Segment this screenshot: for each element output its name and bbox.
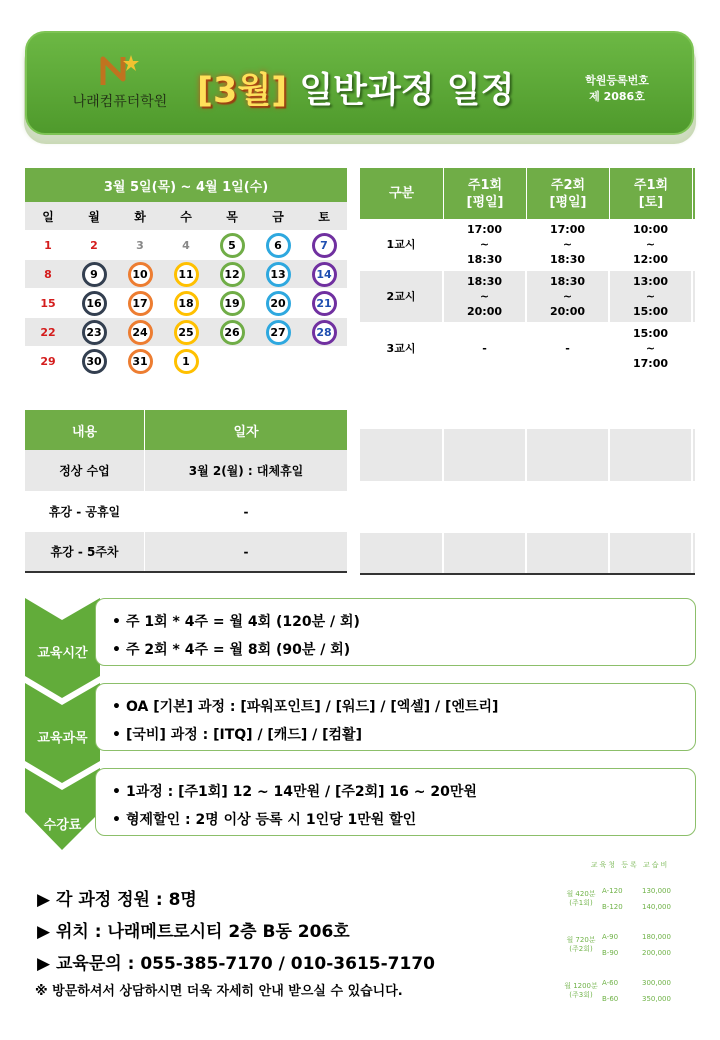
notice-label: 정상 수업 [25, 450, 145, 491]
class-day-circle: 16 [82, 291, 107, 316]
day-number: 1 [44, 238, 52, 252]
class-day-circle: 14 [312, 262, 337, 287]
fee-group-label: 월 720분 (주2회) [566, 936, 596, 953]
fee-group [560, 876, 700, 922]
notice-header-content: 내용 [25, 410, 145, 450]
time-slot: 17:00 ~ 18:30 [527, 219, 610, 270]
calendar-day [301, 289, 347, 317]
calendar-day [117, 318, 163, 346]
day-number: 4 [182, 238, 190, 252]
info-label: 교육시간 [37, 646, 88, 661]
fee-table-title: 교육청 등록 교습비 [590, 861, 670, 869]
class-day-circle: 31 [128, 349, 153, 374]
timetable-header-cell: 구분 [360, 168, 444, 219]
calendar-day [255, 260, 301, 288]
calendar-day [25, 260, 71, 288]
fee-group-label: 월 1200분 (주3회) [564, 982, 598, 999]
calendar-day [117, 289, 163, 317]
timetable-blank-row [360, 481, 695, 533]
time-slot: 10:00 ~ 12:00 [610, 219, 693, 270]
calendar-week-row [25, 260, 347, 289]
fee-code: A-90 [602, 933, 619, 941]
fee-code: B-60 [602, 995, 619, 1003]
calendar-week-row [25, 231, 347, 260]
fee-amount: 180,000 [642, 933, 671, 941]
calendar-day [117, 231, 163, 259]
class-day-circle: 23 [82, 320, 107, 345]
fee-group [560, 968, 700, 1014]
calendar-day [71, 231, 117, 259]
fee-row [602, 883, 700, 899]
class-day-circle: 6 [266, 233, 291, 258]
calendar-day [117, 260, 163, 288]
tuition-fee-table [560, 860, 700, 1014]
footer-note: ※ 방문하셔서 상담하시면 더욱 자세히 안내 받으실 수 있습니다. [35, 984, 403, 999]
footer-contact: ▶ 교육문의 : 055-385-7170 / 010-3615-7170 [37, 954, 435, 974]
calendar-day [163, 289, 209, 317]
calendar-day [301, 347, 347, 375]
info-box [95, 598, 696, 666]
info-line: • OA [기본] 과정 : [파워포인트] / [워드] / [엑셀] / [엔트리] [112, 699, 499, 715]
timetable-body [360, 219, 695, 375]
info-line: • 형제할인 : 2명 이상 등록 시 1인당 1만원 할인 [112, 812, 417, 828]
time-slot: 18:30 ~ 20:00 [527, 271, 610, 322]
day-number: 15 [40, 296, 56, 310]
calendar-day [117, 347, 163, 375]
footer-capacity: ▶ 각 과정 정원 : 8명 [37, 890, 197, 910]
notice-value: - [243, 544, 249, 559]
info-box [95, 683, 696, 751]
timetable-row [360, 323, 695, 375]
notice-label: 휴강 - 5주차 [25, 532, 145, 571]
period-label: 2교시 [360, 271, 444, 322]
calendar-day [209, 347, 255, 375]
class-day-circle: 11 [174, 262, 199, 287]
class-day-circle: 10 [128, 262, 153, 287]
calendar-day [301, 260, 347, 288]
period-label: 1교시 [360, 219, 444, 270]
calendar-day [163, 347, 209, 375]
calendar-day [163, 231, 209, 259]
fee-amount: 350,000 [642, 995, 671, 1003]
calendar-day [163, 318, 209, 346]
fee-amount: 130,000 [642, 887, 671, 895]
timetable-header-cell: 주2회 [평일] [527, 168, 610, 219]
fee-amount: 300,000 [642, 979, 671, 987]
weekday-label: 토 [318, 209, 330, 224]
class-day-circle: 28 [312, 320, 337, 345]
fee-groups [560, 876, 700, 1014]
timetable-blank-row [360, 429, 695, 481]
info-line: • 주 1회 * 4주 = 월 4회 (120분 / 회) [112, 614, 360, 630]
timetable-header [360, 168, 695, 219]
info-label: 수강료 [43, 818, 82, 833]
class-day-circle: 24 [128, 320, 153, 345]
title-month: [3월] [197, 71, 288, 111]
calendar-day [25, 231, 71, 259]
info-line: • [국비] 과정 : [ITQ] / [캐드] / [컴활] [112, 727, 362, 743]
class-day-circle: 21 [312, 291, 337, 316]
notice-table [25, 410, 347, 573]
day-number: 8 [44, 267, 52, 281]
info-label: 교육과목 [37, 731, 88, 746]
info-line: • 1과정 : [주1회] 12 ~ 14만원 / [주2회] 16 ~ 20만원 [112, 784, 477, 800]
info-box [95, 768, 696, 836]
calendar-week-row [25, 289, 347, 318]
day-number: 2 [90, 238, 98, 252]
time-slot: 18:30 ~ 20:00 [444, 271, 527, 322]
info-block-fee [25, 768, 696, 850]
class-day-circle: 18 [174, 291, 199, 316]
notice-value: 3월 2(월) : 대체휴일 [188, 464, 304, 478]
calendar-week-row [25, 318, 347, 347]
fee-amount: 200,000 [642, 949, 671, 957]
time-slot: 15:00 ~ 17:00 [610, 323, 693, 374]
class-day-circle: 12 [220, 262, 245, 287]
calendar-day [163, 260, 209, 288]
logo-text: 나래컴퓨터학원 [72, 94, 168, 110]
registration-info [572, 73, 662, 105]
calendar-day [71, 347, 117, 375]
calendar [25, 168, 347, 376]
weekday-label: 일 [42, 209, 54, 224]
calendar-day [209, 260, 255, 288]
calendar-day [301, 318, 347, 346]
timetable [360, 168, 695, 375]
footer-location: ▶ 위치 : 나래메트로시티 2층 B동 206호 [37, 922, 350, 942]
weekday-row [25, 202, 347, 231]
timetable-row [360, 271, 695, 323]
info-line: • 주 2회 * 4주 = 월 8회 (90분 / 회) [112, 642, 351, 658]
calendar-week-row [25, 347, 347, 376]
timetable-header-cell: 주1회 [토] [610, 168, 693, 219]
time-slot: - [444, 323, 527, 374]
class-day-circle: 1 [174, 349, 199, 374]
calendar-weeks [25, 231, 347, 376]
notice-row [25, 491, 347, 532]
registration-label: 학원등록번호 [585, 74, 649, 87]
class-day-circle: 25 [174, 320, 199, 345]
class-day-circle: 17 [128, 291, 153, 316]
class-day-circle: 13 [266, 262, 291, 287]
calendar-day [25, 318, 71, 346]
class-day-circle: 26 [220, 320, 245, 345]
class-day-circle: 30 [82, 349, 107, 374]
class-day-circle: 27 [266, 320, 291, 345]
period-label: 3교시 [360, 323, 444, 374]
calendar-day [255, 347, 301, 375]
fee-code: B-120 [602, 903, 623, 911]
title-rest: 일반과정 일정 [299, 71, 515, 111]
notice-header-date: 일자 [233, 424, 259, 440]
calendar-range: 3월 5일(목) ~ 4월 1일(수) [25, 168, 347, 202]
fee-amount: 140,000 [642, 903, 671, 911]
calendar-day [255, 289, 301, 317]
calendar-day [71, 260, 117, 288]
fee-group-label: 월 420분 (주1회) [566, 890, 596, 907]
day-number: 3 [136, 238, 144, 252]
calendar-day [209, 318, 255, 346]
chevron-arrow-icon [25, 768, 100, 850]
day-number: 22 [40, 325, 56, 339]
registration-number: 제 2086호 [589, 90, 645, 103]
fee-row [602, 929, 700, 945]
fee-code: A-60 [602, 979, 619, 987]
calendar-day [255, 318, 301, 346]
timetable-header-cell: 주1회 [평일] [444, 168, 527, 219]
calendar-day [209, 231, 255, 259]
timetable-row [360, 219, 695, 271]
notice-value: - [243, 504, 249, 519]
calendar-day [25, 289, 71, 317]
weekday-label: 목 [226, 209, 238, 224]
fee-row [602, 945, 700, 961]
weekday-label: 화 [134, 209, 146, 224]
class-day-circle: 9 [82, 262, 107, 287]
page-title [197, 63, 577, 113]
calendar-day [209, 289, 255, 317]
logo-mark-icon [97, 53, 143, 87]
notice-label: 휴강 - 공휴일 [25, 491, 145, 532]
calendar-day [71, 318, 117, 346]
day-number: 29 [40, 354, 56, 368]
notice-header [25, 410, 347, 450]
timetable-blank-row [360, 377, 695, 429]
calendar-day [71, 289, 117, 317]
fee-group [560, 922, 700, 968]
class-day-circle: 19 [220, 291, 245, 316]
calendar-day [25, 347, 71, 375]
fee-row [602, 899, 700, 915]
header-banner [25, 31, 694, 135]
fee-code: A-120 [602, 887, 623, 895]
fee-row [602, 975, 700, 991]
time-slot: 13:00 ~ 15:00 [610, 271, 693, 322]
calendar-day [301, 231, 347, 259]
academy-logo [60, 53, 180, 123]
notice-row [25, 532, 347, 573]
weekday-label: 수 [180, 209, 192, 224]
weekday-label: 금 [272, 209, 284, 224]
timetable-blank-row [360, 533, 695, 575]
class-day-circle: 7 [312, 233, 337, 258]
time-slot: - [527, 323, 610, 374]
time-slot: 17:00 ~ 18:30 [444, 219, 527, 270]
class-day-circle: 20 [266, 291, 291, 316]
footer-info [37, 884, 435, 1004]
fee-row [602, 991, 700, 1007]
weekday-label: 월 [88, 209, 100, 224]
class-day-circle: 5 [220, 233, 245, 258]
fee-code: B-90 [602, 949, 619, 957]
notice-row [25, 450, 347, 491]
calendar-day [255, 231, 301, 259]
